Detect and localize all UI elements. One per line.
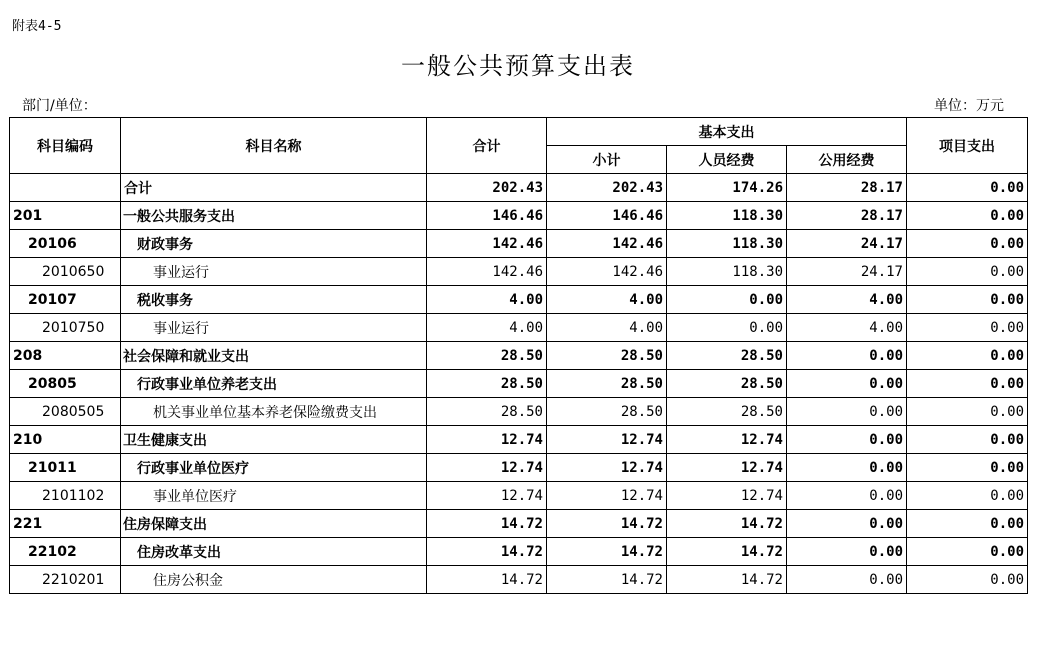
cell-code: 21011 <box>10 454 121 482</box>
cell-code: 2210201 <box>10 566 121 594</box>
cell-public: 0.00 <box>787 426 907 454</box>
cell-subtotal: 12.74 <box>547 454 667 482</box>
table-row <box>10 510 1028 538</box>
cell-name: 住房改革支出 <box>121 538 427 566</box>
cell-personnel: 28.50 <box>667 370 787 398</box>
cell-project: 0.00 <box>907 454 1028 482</box>
cell-subtotal: 142.46 <box>547 258 667 286</box>
cell-public: 24.17 <box>787 258 907 286</box>
cell-name: 一般公共服务支出 <box>121 202 427 230</box>
cell-subtotal: 202.43 <box>547 174 667 202</box>
cell-name: 行政事业单位养老支出 <box>121 370 427 398</box>
table-row <box>10 370 1028 398</box>
cell-code: 210 <box>10 426 121 454</box>
cell-personnel: 0.00 <box>667 286 787 314</box>
cell-total: 12.74 <box>427 426 547 454</box>
table-row <box>10 398 1028 426</box>
cell-project: 0.00 <box>907 566 1028 594</box>
cell-personnel: 28.50 <box>667 342 787 370</box>
table-row <box>10 230 1028 258</box>
cell-project: 0.00 <box>907 482 1028 510</box>
cell-total: 4.00 <box>427 286 547 314</box>
cell-project: 0.00 <box>907 370 1028 398</box>
cell-total: 146.46 <box>427 202 547 230</box>
expenditure-table <box>9 117 1028 594</box>
cell-code: 201 <box>10 202 121 230</box>
cell-project: 0.00 <box>907 286 1028 314</box>
cell-public: 0.00 <box>787 482 907 510</box>
cell-name: 机关事业单位基本养老保险缴费支出 <box>121 398 427 426</box>
cell-name: 事业运行 <box>121 258 427 286</box>
department-label: 部门/单位： <box>22 98 97 114</box>
cell-project: 0.00 <box>907 314 1028 342</box>
cell-public: 0.00 <box>787 566 907 594</box>
cell-personnel: 118.30 <box>667 230 787 258</box>
cell-code <box>10 174 121 202</box>
cell-project: 0.00 <box>907 342 1028 370</box>
cell-code: 221 <box>10 510 121 538</box>
cell-total: 28.50 <box>427 370 547 398</box>
cell-subtotal: 4.00 <box>547 286 667 314</box>
cell-public: 4.00 <box>787 314 907 342</box>
cell-name: 财政事务 <box>121 230 427 258</box>
cell-subtotal: 14.72 <box>547 566 667 594</box>
cell-subtotal: 12.74 <box>547 482 667 510</box>
cell-subtotal: 28.50 <box>547 398 667 426</box>
cell-subtotal: 14.72 <box>547 538 667 566</box>
cell-code: 2010750 <box>10 314 121 342</box>
cell-name: 合计 <box>121 174 427 202</box>
cell-personnel: 14.72 <box>667 510 787 538</box>
cell-project: 0.00 <box>907 174 1028 202</box>
table-row <box>10 258 1028 286</box>
cell-subtotal: 14.72 <box>547 510 667 538</box>
header-public: 公用经费 <box>787 146 907 174</box>
cell-total: 142.46 <box>427 230 547 258</box>
cell-personnel: 14.72 <box>667 566 787 594</box>
header-subtotal: 小计 <box>547 146 667 174</box>
cell-code: 20106 <box>10 230 121 258</box>
cell-personnel: 0.00 <box>667 314 787 342</box>
cell-total: 14.72 <box>427 538 547 566</box>
cell-public: 0.00 <box>787 342 907 370</box>
page-title: 一般公共预算支出表 <box>401 52 635 80</box>
cell-subtotal: 142.46 <box>547 230 667 258</box>
cell-code: 20805 <box>10 370 121 398</box>
cell-name: 住房保障支出 <box>121 510 427 538</box>
cell-code: 208 <box>10 342 121 370</box>
cell-total: 12.74 <box>427 482 547 510</box>
cell-name: 事业运行 <box>121 314 427 342</box>
cell-total: 202.43 <box>427 174 547 202</box>
table-row <box>10 174 1028 202</box>
cell-project: 0.00 <box>907 202 1028 230</box>
cell-total: 28.50 <box>427 342 547 370</box>
cell-name: 住房公积金 <box>121 566 427 594</box>
cell-subtotal: 4.00 <box>547 314 667 342</box>
table-row <box>10 426 1028 454</box>
cell-code: 20107 <box>10 286 121 314</box>
header-code: 科目编码 <box>10 118 121 174</box>
cell-subtotal: 28.50 <box>547 342 667 370</box>
cell-code: 2101102 <box>10 482 121 510</box>
cell-public: 28.17 <box>787 174 907 202</box>
cell-personnel: 28.50 <box>667 398 787 426</box>
cell-public: 4.00 <box>787 286 907 314</box>
cell-subtotal: 146.46 <box>547 202 667 230</box>
cell-project: 0.00 <box>907 398 1028 426</box>
cell-total: 142.46 <box>427 258 547 286</box>
cell-personnel: 118.30 <box>667 258 787 286</box>
cell-name: 卫生健康支出 <box>121 426 427 454</box>
cell-total: 12.74 <box>427 454 547 482</box>
cell-code: 22102 <box>10 538 121 566</box>
cell-public: 0.00 <box>787 370 907 398</box>
cell-public: 0.00 <box>787 538 907 566</box>
table-row <box>10 482 1028 510</box>
cell-total: 28.50 <box>427 398 547 426</box>
cell-name: 税收事务 <box>121 286 427 314</box>
cell-personnel: 12.74 <box>667 426 787 454</box>
header-personnel: 人员经费 <box>667 146 787 174</box>
cell-personnel: 12.74 <box>667 454 787 482</box>
cell-name: 社会保障和就业支出 <box>121 342 427 370</box>
table-row <box>10 314 1028 342</box>
table-row <box>10 286 1028 314</box>
cell-public: 0.00 <box>787 398 907 426</box>
cell-total: 4.00 <box>427 314 547 342</box>
header-project: 项目支出 <box>907 118 1028 174</box>
cell-personnel: 14.72 <box>667 538 787 566</box>
unit-label: 单位：万元 <box>934 98 1004 114</box>
cell-code: 2010650 <box>10 258 121 286</box>
cell-personnel: 12.74 <box>667 482 787 510</box>
cell-total: 14.72 <box>427 566 547 594</box>
cell-public: 0.00 <box>787 510 907 538</box>
cell-project: 0.00 <box>907 426 1028 454</box>
annex-label: 附表4-5 <box>12 19 62 34</box>
table-row <box>10 342 1028 370</box>
header-name: 科目名称 <box>121 118 427 174</box>
cell-personnel: 174.26 <box>667 174 787 202</box>
cell-total: 14.72 <box>427 510 547 538</box>
table-row <box>10 202 1028 230</box>
cell-project: 0.00 <box>907 510 1028 538</box>
header-total: 合计 <box>427 118 547 174</box>
cell-public: 24.17 <box>787 230 907 258</box>
table-row <box>10 566 1028 594</box>
cell-name: 事业单位医疗 <box>121 482 427 510</box>
cell-public: 0.00 <box>787 454 907 482</box>
cell-project: 0.00 <box>907 258 1028 286</box>
table-row <box>10 454 1028 482</box>
table-row <box>10 538 1028 566</box>
cell-public: 28.17 <box>787 202 907 230</box>
cell-code: 2080505 <box>10 398 121 426</box>
cell-project: 0.00 <box>907 538 1028 566</box>
header-basic: 基本支出 <box>547 118 907 146</box>
cell-personnel: 118.30 <box>667 202 787 230</box>
cell-name: 行政事业单位医疗 <box>121 454 427 482</box>
cell-project: 0.00 <box>907 230 1028 258</box>
cell-subtotal: 28.50 <box>547 370 667 398</box>
cell-subtotal: 12.74 <box>547 426 667 454</box>
